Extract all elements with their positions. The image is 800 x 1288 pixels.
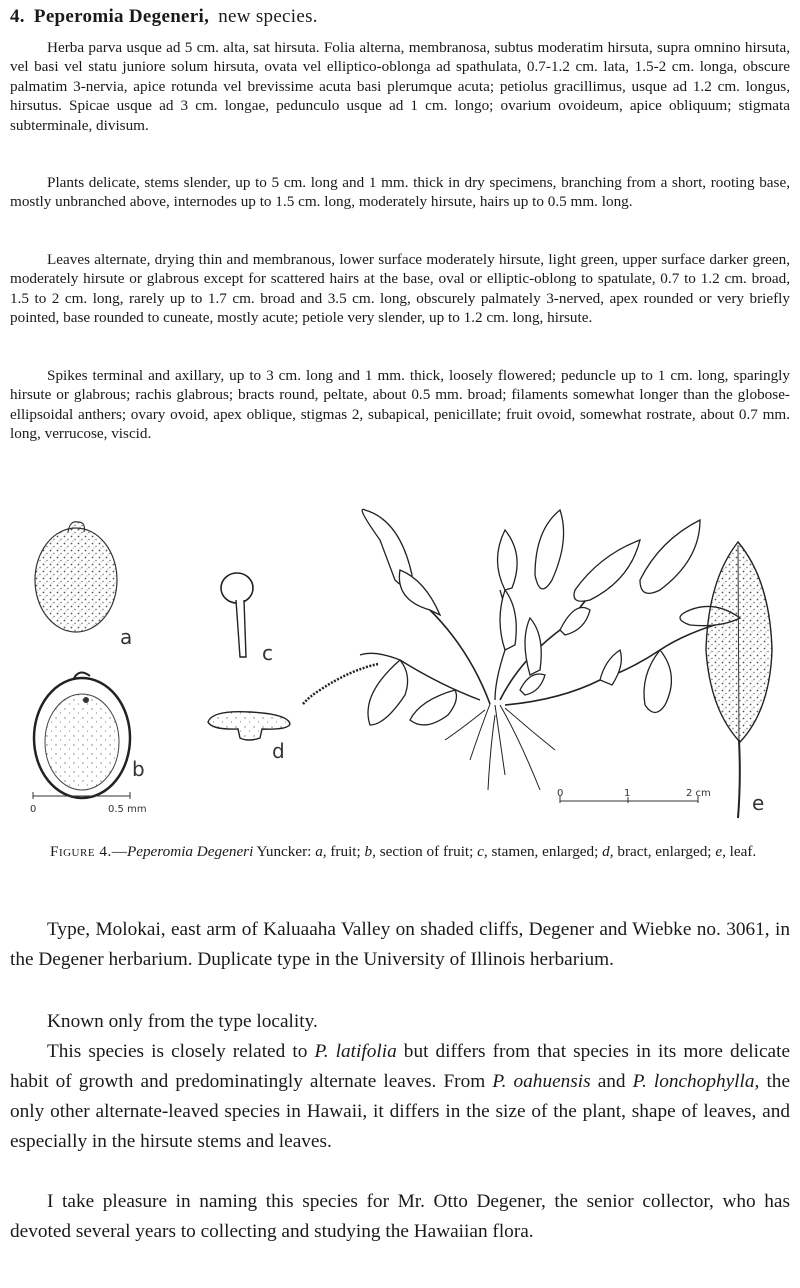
caption-text-d: bract, enlarged; xyxy=(613,843,716,860)
stamen-drawing xyxy=(221,573,253,657)
known-only-paragraph: Known only from the type locality. xyxy=(47,1011,318,1032)
caption-species: Peperomia Degeneri xyxy=(126,843,254,860)
caption-text-c: stamen, enlarged; xyxy=(487,843,603,860)
caption-text-e: leaf. xyxy=(725,843,757,860)
scale-large-zero: 0 xyxy=(557,788,564,799)
label-a: a xyxy=(120,625,133,649)
leaf-drawing xyxy=(706,542,772,818)
caption-key-a: a, xyxy=(315,843,327,860)
related-species-lonchophylla: P. lonchophylla, xyxy=(632,1071,760,1092)
type-locality-paragraph: Type, Molokai, east arm of Kaluaaha Valley on shaded cliffs, Degener and Wiebke no. 3061, in the Degener herbarium. Duplicate type in the University of Illinois herbarium. xyxy=(10,919,790,970)
description-leaves: Leaves alternate, drying thin and membranous, lower surface moderately hirsute, light green, upper surface darker green, moderately hirsute or glabrous except for scattered hairs at the base, oval or elliptic-oblong to spatulate, 0.7 to 1.2 cm. broad, 1.5 to 2 cm. long, rarely up to 1.7 cm. broad and 3.5 cm. long, obscurely palmately 3-nerved, apex rounded or very briefly pointed, base rounded to cuneate, mostly acute; petiole very slender, up to 1.2 cm. long, hirsute. xyxy=(10,251,790,327)
plant-drawing xyxy=(303,509,740,790)
figure-caption xyxy=(10,841,790,862)
scale-small-zero: 0 xyxy=(30,804,37,815)
label-d: d xyxy=(272,739,285,763)
fruit-section-drawing xyxy=(34,672,130,798)
latin-description: Herba parva usque ad 5 cm. alta, sat hirsuta. Folia alterna, membranosa, subtus moderatim hirsuta, supra omnino hirsuta, vel basi vel statu juniore solum hirsuta, ovata vel elliptico-oblonga ad spathulata, 0.7-1.2 cm. lata, 1.5-2 cm. longa, obscure palmatim 3-nervia, apice rotunda vel brevissime acuta basi plerumque acuta; petiolus gracillimus, usque ad 1.2 cm. longus, hirsutus. Spicae usque ad 3 cm. longae, pedunculo usque ad 1 cm. longo; ovarium ovoideum, apice obliquum; stigmata subterminale, divisum. xyxy=(10,39,790,134)
species-name: Peperomia Degeneri, xyxy=(33,6,210,27)
botanical-figure xyxy=(0,500,800,830)
fruit-drawing xyxy=(35,522,117,632)
scale-large-one: 1 xyxy=(624,788,631,799)
caption-text-b: section of fruit; xyxy=(375,843,478,860)
species-heading xyxy=(10,6,318,28)
caption-key-e: e, xyxy=(715,843,726,860)
scale-small-end: 0.5 mm xyxy=(108,804,147,815)
related-part3: and xyxy=(590,1071,633,1092)
scale-large-two: 2 cm xyxy=(686,788,711,799)
naming-paragraph: I take pleasure in naming this species for Mr. Otto Degener, the senior collector, who has devoted several years to collecting and studying the Hawaiian flora. xyxy=(10,1191,790,1242)
label-e: e xyxy=(752,791,765,815)
description-spikes: Spikes terminal and axillary, up to 3 cm. long and 1 mm. thick, loosely flowered; peduncle up to 1 cm. long, sparingly hirsute or glabrous; rachis glabrous; bracts round, peltate, about 0.5 mm. broad; filaments somewhat longer than the globose-ellipsoidal anthers; ovary ovoid, apex oblique, stigmas 2, subapical, penicillate; fruit ovoid, somewhat rostrate, about 0.7 mm. long, verrucose, viscid. xyxy=(10,367,790,443)
description-habit: Plants delicate, stems slender, up to 5 cm. long and 1 mm. thick in dry specimens, branching from a short, rooting base, mostly unbranched above, internodes up to 1.5 cm. long, moderately hirsute, hairs up to 0.5 mm. long. xyxy=(10,174,790,211)
relationship-paragraph xyxy=(10,1037,790,1157)
label-c: c xyxy=(262,641,273,665)
related-part1: This species is closely related to xyxy=(47,1041,315,1062)
related-species-latifolia: P. latifolia xyxy=(314,1041,397,1062)
caption-figure-label: Figure 4. xyxy=(50,843,112,860)
caption-text-a: fruit; xyxy=(326,843,365,860)
related-part2: but differs from that species in its more delicate habit of growth and predominatingly alternate leaves. From xyxy=(10,1041,791,1092)
related-species-oahuensis: P. oahuensis xyxy=(492,1071,591,1092)
caption-key-d: d, xyxy=(602,843,614,860)
label-b: b xyxy=(132,757,145,781)
new-species-note: new species. xyxy=(218,6,318,27)
caption-author: Yuncker: xyxy=(253,843,316,860)
caption-key-c: c, xyxy=(477,843,488,860)
related-part4: the only other alternate-leaved species in Hawaii, it differs in the size of the plant, shape of leaves, and especially in the hirsute stems and leaves. xyxy=(10,1071,790,1152)
caption-separator: — xyxy=(111,843,127,860)
species-number: 4. xyxy=(10,6,25,27)
caption-key-b: b, xyxy=(364,843,376,860)
bract-drawing xyxy=(208,712,290,740)
